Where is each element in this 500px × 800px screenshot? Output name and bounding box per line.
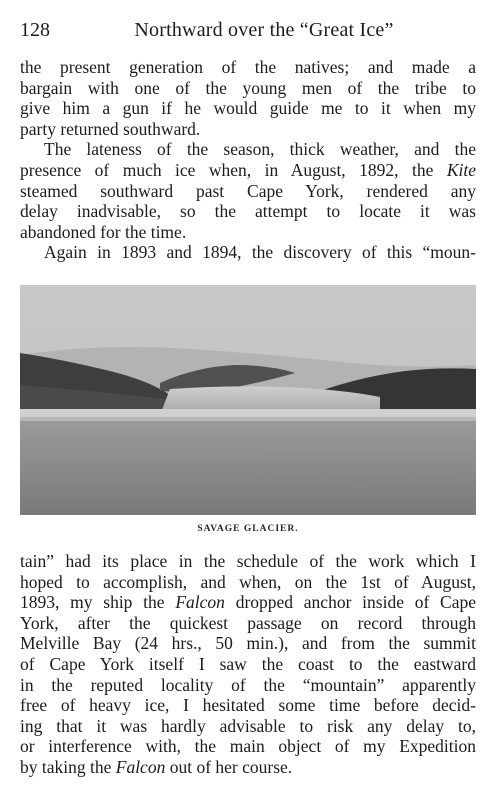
text-line: Again in 1893 and 1894, the discovery of this “moun-	[44, 242, 476, 263]
running-head	[20, 16, 478, 44]
text-line: abandoned for the time.	[20, 221, 187, 242]
text-line: delay inadvisable, so the attempt to locate it was	[20, 201, 476, 222]
ship-name-kite: Kite	[446, 159, 476, 180]
text-line: ing that it was hardly advisable to risk any delay to,	[20, 715, 476, 736]
text-line: York, after the quickest passage on record through	[20, 612, 476, 633]
text-line: steamed southward past Cape York, rendered any	[20, 180, 476, 201]
text-run: by taking the	[20, 756, 112, 777]
text-line: free of heavy ice, I hesitated some time before decid-	[20, 695, 476, 716]
ship-name-falcon: Falcon	[115, 756, 166, 777]
text-line: the present generation of the natives; and made a	[20, 57, 476, 77]
text-run: presence of much ice when, in August, 1892, the	[20, 159, 434, 180]
text-line	[20, 757, 476, 778]
running-title: Northward over the “Great Ice”	[134, 19, 394, 41]
figure-caption: SAVAGE GLACIER.	[197, 524, 299, 534]
text-line: of Cape York itself I saw the coast to the eastward	[20, 653, 476, 674]
text-block-top	[20, 57, 476, 263]
text-line	[20, 592, 476, 613]
text-line: in the reputed locality of the “mountain” apparently	[20, 674, 476, 695]
text-run: dropped anchor inside of Cape	[235, 592, 477, 613]
text-line: hoped to accomplish, and when, on the 1st of August,	[20, 571, 476, 592]
text-line: tain” had its place in the schedule of the work which I	[20, 551, 476, 571]
text-run: 1893, my ship the	[20, 592, 165, 613]
ship-name-falcon: Falcon	[175, 592, 225, 613]
text-line: Melville Bay (24 hrs., 50 min.), and from the summit	[20, 633, 476, 654]
glacier-photo-image	[20, 285, 476, 515]
text-line: give him a gun if he would guide me to it when my	[20, 98, 476, 119]
text-block-bottom	[20, 551, 476, 778]
text-line: party returned southward.	[20, 118, 201, 139]
glacier-photograph	[20, 285, 476, 515]
text-line: bargain with one of the young men of the tribe to	[20, 77, 476, 98]
text-line: The lateness of the season, thick weather, and the	[44, 139, 476, 160]
text-line: or interference with, the main object of my Expedition	[20, 736, 476, 757]
page-number: 128	[20, 19, 50, 41]
text-line	[20, 160, 476, 181]
text-run: out of her course.	[169, 756, 293, 777]
